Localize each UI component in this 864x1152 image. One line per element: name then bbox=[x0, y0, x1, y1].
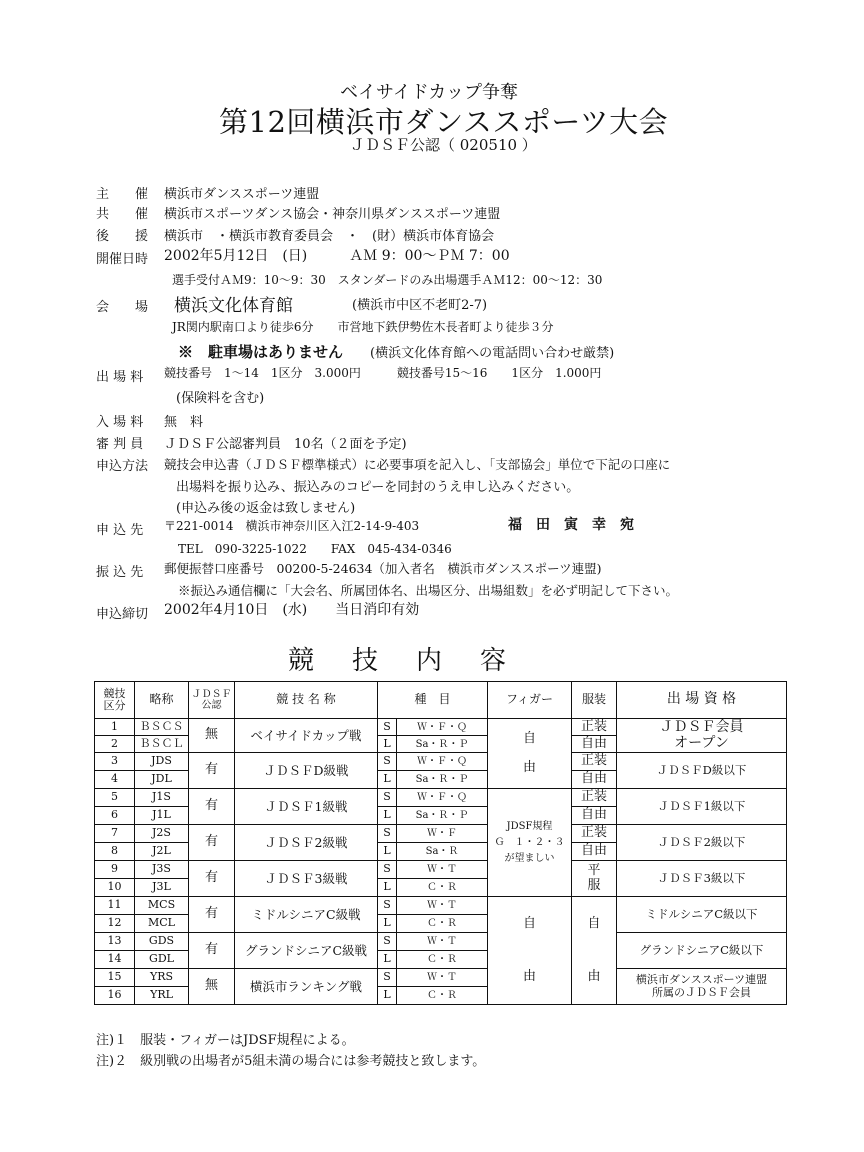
row-dance: Ｗ・Ｔ bbox=[397, 861, 488, 879]
row-abbr: JDS bbox=[135, 753, 189, 771]
row-sl: L bbox=[378, 879, 397, 897]
row-abbr: YRL bbox=[135, 987, 189, 1005]
row-qualification: グランドシニアC級以下 bbox=[617, 933, 787, 969]
table-row bbox=[95, 897, 787, 915]
entry-fee-label: 出 場 料 bbox=[96, 370, 144, 385]
judges-value: ＪＤＳＦ公認審判員 10名（２面を予定) bbox=[164, 437, 407, 452]
row-no: 5 bbox=[95, 789, 135, 807]
row-abbr: J1L bbox=[135, 807, 189, 825]
transfer-value: 郵便振替口座番号 00200-5-24634（加入者名 横浜市ダンススポーツ連盟) bbox=[164, 561, 602, 576]
entry-fee-value: 競技番号 1～14 1区分 3.000円 競技番号15～16 1区分 1.000円 bbox=[164, 366, 602, 380]
cohost-value: 横浜市スポーツダンス協会・神奈川県ダンススポーツ連盟 bbox=[164, 207, 501, 222]
row-abbr: J3S bbox=[135, 861, 189, 879]
row-sl: L bbox=[378, 736, 397, 753]
row-sl: S bbox=[378, 825, 397, 843]
organizer-value: 横浜市ダンススポーツ連盟 bbox=[164, 187, 320, 202]
row-dance: Ｗ・Ｆ bbox=[397, 825, 488, 843]
row-abbr: MCS bbox=[135, 897, 189, 915]
cohost-label: 共 催 bbox=[96, 207, 149, 222]
row-abbr: GDS bbox=[135, 933, 189, 951]
row-dance: Ｗ・Ｔ bbox=[397, 933, 488, 951]
header-figure: フィガー bbox=[488, 682, 572, 719]
sponsor-label: 後 援 bbox=[96, 229, 149, 244]
row-dance: Ｃ・Ｒ bbox=[397, 915, 488, 933]
header-qualification: 出 場 資 格 bbox=[617, 682, 787, 719]
reception-time: 選手受付ＡＭ9：10～9：30 スタンダードのみ出場選手ＡＭ12：00～12：30 bbox=[172, 273, 603, 287]
row-dance: Sa・Ｒ bbox=[397, 843, 488, 861]
row-name: ＪＤＳＦ2級戦 bbox=[235, 825, 378, 861]
row-no: 8 bbox=[95, 843, 135, 861]
row-no: 7 bbox=[95, 825, 135, 843]
figure-jdsf: JDSF規程 Ｇ １・２・３ が望ましい bbox=[488, 789, 572, 897]
row-no: 11 bbox=[95, 897, 135, 915]
header-abbr: 略称 bbox=[135, 682, 189, 719]
row-abbr: ＢＳＣＳ bbox=[135, 719, 189, 736]
row-sl: S bbox=[378, 933, 397, 951]
row-dress: 正装 bbox=[572, 825, 617, 843]
row-no: 3 bbox=[95, 753, 135, 771]
row-sl: S bbox=[378, 719, 397, 736]
apply-to-name: 福 田 寅 幸 宛 bbox=[508, 517, 634, 533]
row-name: 横浜市ランキング戦 bbox=[235, 969, 378, 1005]
header-jdsf: ＪＤＳＦ 公認 bbox=[189, 682, 235, 719]
row-no: 1 bbox=[95, 719, 135, 736]
row-abbr: J3L bbox=[135, 879, 189, 897]
header-name: 競 技 名 称 bbox=[235, 682, 378, 719]
method-label: 申込方法 bbox=[96, 459, 149, 474]
deadline-label: 申込締切 bbox=[96, 607, 149, 622]
row-no: 2 bbox=[95, 736, 135, 753]
row-abbr: JDL bbox=[135, 771, 189, 789]
row-qualification: ＪＤＳＦD級以下 bbox=[617, 753, 787, 789]
row-dress: 正装 bbox=[572, 753, 617, 771]
row-abbr: ＢＳＣＬ bbox=[135, 736, 189, 753]
row-name: ミドルシニアC級戦 bbox=[235, 897, 378, 933]
apply-to-label: 申 込 先 bbox=[96, 523, 144, 538]
table-row bbox=[95, 933, 787, 951]
subtitle: ベイサイドカップ争奪 bbox=[340, 82, 519, 103]
parking-note: ※ 駐車場はありません bbox=[178, 343, 344, 361]
row-no: 6 bbox=[95, 807, 135, 825]
row-jdsf: 無 bbox=[189, 719, 235, 753]
row-abbr: J2L bbox=[135, 843, 189, 861]
transfer-label: 振 込 先 bbox=[96, 565, 144, 580]
row-name: ＪＤＳＦ1級戦 bbox=[235, 789, 378, 825]
dress-free-2: 由 bbox=[572, 951, 617, 1005]
page-title: 第12回横浜市ダンススポーツ大会 bbox=[219, 105, 669, 139]
row-dress: 正装 bbox=[572, 789, 617, 807]
table-row bbox=[95, 969, 787, 987]
row-dance: Ｗ・Ｆ・Ｑ bbox=[397, 789, 488, 807]
row-dance: Ｃ・Ｒ bbox=[397, 987, 488, 1005]
method-value-2: 出場料を振り込み、振込みのコピーを同封のうえ申し込みください。 bbox=[176, 480, 580, 495]
figure-free-2: 自 bbox=[488, 897, 572, 951]
table-row bbox=[95, 789, 787, 807]
admission-value: 無 料 bbox=[164, 415, 204, 430]
row-jdsf: 有 bbox=[189, 825, 235, 861]
row-abbr: GDL bbox=[135, 951, 189, 969]
parking-extra: (横浜文化体育館への電話問い合わせ厳禁) bbox=[370, 346, 615, 361]
date-label: 開催日時 bbox=[96, 252, 149, 267]
row-dance: Ｗ・Ｔ bbox=[397, 897, 488, 915]
row-qualification: 横浜市ダンススポーツ連盟 所属のＪＤＳＦ会員 bbox=[617, 969, 787, 1005]
row-jdsf: 有 bbox=[189, 897, 235, 933]
row-qualification: ＪＤＳＦ会員 オープン bbox=[617, 719, 787, 753]
venue-address: (横浜市中区不老町2-7) bbox=[352, 298, 488, 313]
note-2: 注)２ 級別戦の出場者が5組未満の場合には参考競技と致します。 bbox=[96, 1054, 486, 1069]
row-no: 15 bbox=[95, 969, 135, 987]
row-dance: Sa・Ｒ・Ｐ bbox=[397, 736, 488, 753]
row-abbr: J2S bbox=[135, 825, 189, 843]
venue-value: 横浜文化体育館 bbox=[174, 296, 293, 316]
access-info: JR関内駅南口より徒歩6分 市営地下鉄伊勢佐木長者町より徒歩３分 bbox=[172, 320, 554, 334]
row-no: 10 bbox=[95, 879, 135, 897]
row-sl: L bbox=[378, 987, 397, 1005]
row-jdsf: 有 bbox=[189, 861, 235, 897]
row-sl: S bbox=[378, 861, 397, 879]
row-qualification: ＪＤＳＦ1級以下 bbox=[617, 789, 787, 825]
row-jdsf: 有 bbox=[189, 753, 235, 789]
row-sl: S bbox=[378, 897, 397, 915]
row-name: ＪＤＳＦ3級戦 bbox=[235, 861, 378, 897]
row-sl: S bbox=[378, 753, 397, 771]
row-no: 12 bbox=[95, 915, 135, 933]
row-dance: Sa・Ｒ・Ｐ bbox=[397, 807, 488, 825]
row-qualification: ミドルシニアC級以下 bbox=[617, 897, 787, 933]
row-abbr: MCL bbox=[135, 915, 189, 933]
row-abbr: J1S bbox=[135, 789, 189, 807]
dress-plain: 平 服 bbox=[572, 861, 617, 897]
judges-label: 審 判 員 bbox=[96, 437, 144, 452]
dress-free-1: 自 bbox=[572, 897, 617, 951]
row-sl: L bbox=[378, 771, 397, 789]
section-title: 競技内容 bbox=[288, 646, 545, 676]
row-sl: S bbox=[378, 789, 397, 807]
row-no: 9 bbox=[95, 861, 135, 879]
row-qualification: ＪＤＳＦ2級以下 bbox=[617, 825, 787, 861]
row-name: ＪＤＳＦD級戦 bbox=[235, 753, 378, 789]
row-no: 16 bbox=[95, 987, 135, 1005]
insurance-note: (保険料を含む) bbox=[176, 391, 265, 406]
table-row bbox=[95, 753, 787, 771]
row-name: グランドシニアC級戦 bbox=[235, 933, 378, 969]
table-row bbox=[95, 861, 787, 879]
apply-to-address: 〒221-0014 横浜市神奈川区入江2-14-9-403 bbox=[164, 519, 420, 533]
transfer-note: ※振込み通信欄に「大会名、所属団体名、出場区分、出場組数」を必ず明記して下さい。 bbox=[178, 583, 679, 598]
deadline-value: 2002年4月10日 (水) 当日消印有効 bbox=[164, 602, 420, 618]
competition-table bbox=[94, 681, 787, 1005]
row-no: 14 bbox=[95, 951, 135, 969]
row-no: 4 bbox=[95, 771, 135, 789]
sponsor-value: 横浜市 ・横浜市教育委員会 ・ (財）横浜市体育協会 bbox=[164, 229, 495, 244]
row-sl: L bbox=[378, 843, 397, 861]
date-value: 2002年5月12日 (日) ＡＭ 9：00～ＰＭ 7：00 bbox=[164, 248, 510, 264]
admission-label: 入 場 料 bbox=[96, 415, 144, 430]
refund-note: (申込み後の返金は致しません) bbox=[176, 501, 356, 516]
header-dress: 服装 bbox=[572, 682, 617, 719]
row-sl: L bbox=[378, 915, 397, 933]
row-dance: Ｗ・Ｆ・Ｑ bbox=[397, 753, 488, 771]
row-dress: 自由 bbox=[572, 771, 617, 789]
row-dress: 自由 bbox=[572, 843, 617, 861]
row-jdsf: 無 bbox=[189, 969, 235, 1005]
organizer-label: 主 催 bbox=[96, 187, 149, 202]
row-jdsf: 有 bbox=[189, 933, 235, 969]
row-dance: Ｗ・Ｆ・Ｑ bbox=[397, 719, 488, 736]
header-no: 競技 区分 bbox=[95, 682, 135, 719]
row-no: 13 bbox=[95, 933, 135, 951]
venue-label: 会 場 bbox=[96, 300, 149, 315]
row-abbr: YRS bbox=[135, 969, 189, 987]
approval-line: ＪＤＳＦ公認（ 020510 ） bbox=[350, 136, 537, 154]
row-jdsf: 有 bbox=[189, 789, 235, 825]
row-name: ベイサイドカップ戦 bbox=[235, 719, 378, 753]
row-dance: Sa・Ｒ・Ｐ bbox=[397, 771, 488, 789]
row-dress: 自由 bbox=[572, 807, 617, 825]
table-row bbox=[95, 719, 787, 736]
figure-free-3: 由 bbox=[488, 951, 572, 1005]
row-dance: Ｗ・Ｔ bbox=[397, 969, 488, 987]
apply-to-phone: TEL 090-3225-1022 FAX 045-434-0346 bbox=[178, 542, 452, 556]
header-dance: 種 目 bbox=[378, 682, 488, 719]
table-row bbox=[95, 825, 787, 843]
note-1: 注)１ 服装・フィガーはJDSF規程による。 bbox=[96, 1033, 355, 1048]
row-sl: L bbox=[378, 951, 397, 969]
method-value: 競技会申込書（ＪＤＳＦ標準様式）に必要事項を記入し、「支部協会」単位で下記の口座に bbox=[164, 457, 671, 472]
table-header-row bbox=[95, 682, 787, 719]
row-qualification: ＪＤＳＦ3級以下 bbox=[617, 861, 787, 897]
row-dance: Ｃ・Ｒ bbox=[397, 951, 488, 969]
row-sl: S bbox=[378, 969, 397, 987]
row-sl: L bbox=[378, 807, 397, 825]
row-dance: Ｃ・Ｒ bbox=[397, 879, 488, 897]
row-dress: 正装 bbox=[572, 719, 617, 736]
row-dress: 自由 bbox=[572, 736, 617, 753]
figure-free: 自 由 bbox=[488, 719, 572, 789]
